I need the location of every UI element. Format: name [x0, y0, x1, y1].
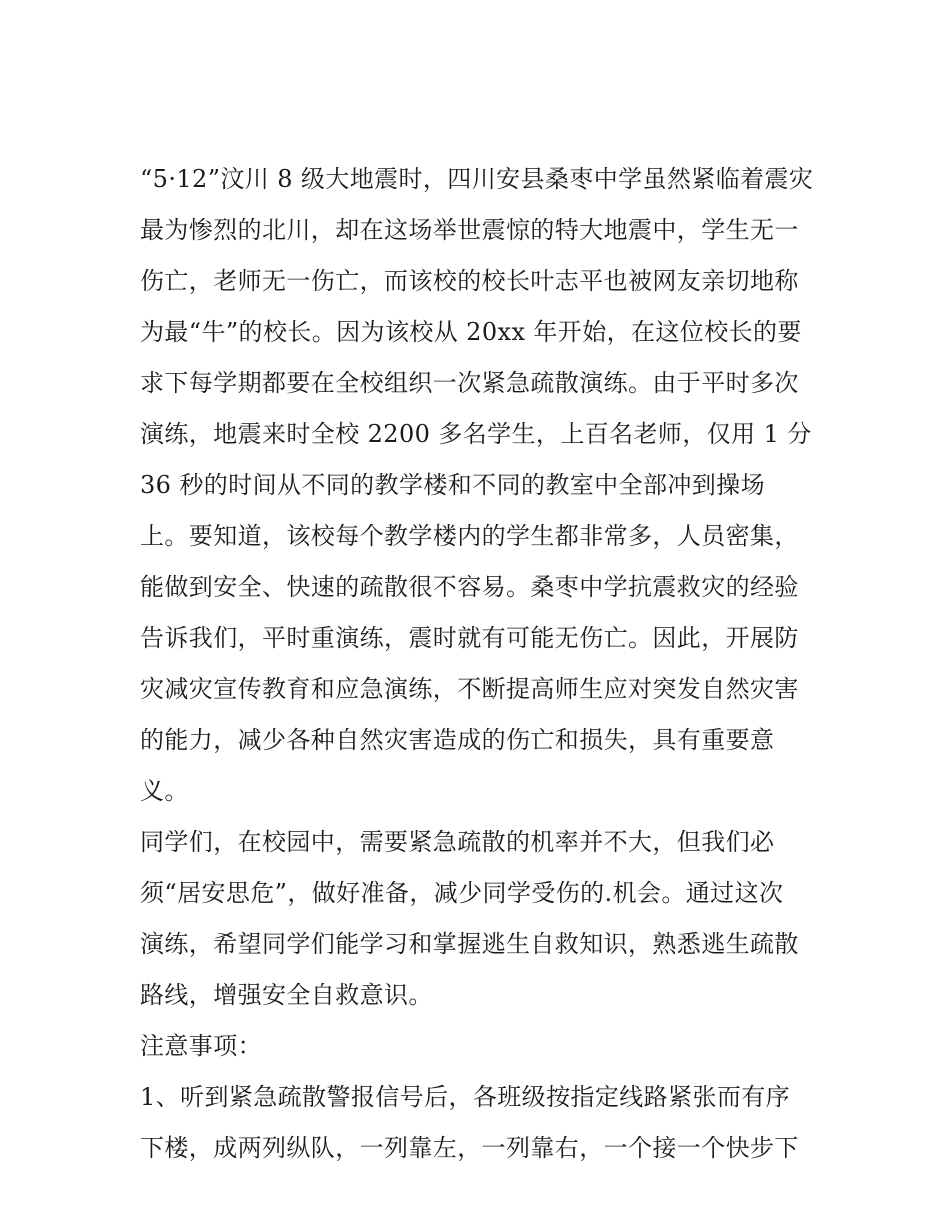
- text-line-content: “5·12”汶川 8 级大地震时，四川安县桑枣中学虽然紧临着震灾: [140, 165, 814, 193]
- text-line: [140, 358, 830, 409]
- text-line: [140, 868, 830, 919]
- text-line: [140, 409, 830, 460]
- text-line: [140, 1072, 830, 1123]
- text-line-content: 能做到安全、快速的疏散很不容易。桑枣中学抗震救灾的经验: [140, 573, 799, 601]
- text-line: [140, 256, 830, 307]
- text-line: [140, 664, 830, 715]
- text-line-content: 注意事项：: [140, 1032, 262, 1060]
- text-line-content: 的能力，减少各种自然灾害造成的伤亡和损失，具有重要意: [140, 726, 775, 754]
- section-heading: [140, 1021, 830, 1072]
- text-line-content: 1、听到紧急疏散警报信号后，各班级按指定线路紧张而有序: [140, 1083, 791, 1111]
- text-line: [140, 460, 830, 511]
- text-line-content: 36 秒的时间从不同的教学楼和不同的教室中全部冲到操场: [140, 471, 765, 499]
- text-line-content: 上。要知道，该校每个教学楼内的学生都非常多，人员密集，: [140, 522, 799, 550]
- text-line-content: 告诉我们，平时重演练，震时就有可能无伤亡。因此，开展防: [140, 624, 799, 652]
- text-line: [140, 613, 830, 664]
- text-line: [140, 715, 830, 766]
- text-line: [140, 562, 830, 613]
- text-line: [140, 817, 830, 868]
- text-line: [140, 766, 830, 817]
- text-line-content: 灾减灾宣传教育和应急演练，不断提高师生应对突发自然灾害: [140, 675, 799, 703]
- text-line-content: 同学们，在校园中，需要紧急疏散的机率并不大，但我们必: [140, 828, 775, 856]
- text-line: [140, 511, 830, 562]
- text-line: [140, 154, 830, 205]
- text-line-content: 义。: [140, 777, 189, 805]
- text-line: [140, 205, 830, 256]
- text-line-content: 演练，地震来时全校 2200 多名学生，上百名老师，仅用 1 分: [140, 420, 812, 448]
- text-line-content: 伤亡，老师无一伤亡，而该校的校长叶志平也被网友亲切地称: [140, 267, 799, 295]
- text-line-content: 下楼，成两列纵队，一列靠左，一列靠右，一个接一个快步下: [140, 1134, 799, 1162]
- text-line: [140, 919, 830, 970]
- text-line-content: 演练，希望同学们能学习和掌握逃生自救知识，熟悉逃生疏散: [140, 930, 799, 958]
- text-line-content: 为最“牛”的校长。因为该校从 20xx 年开始，在这位校长的要: [140, 318, 802, 346]
- text-line: [140, 970, 830, 1021]
- text-line: [140, 1123, 830, 1174]
- text-line-content: 求下每学期都要在全校组织一次紧急疏散演练。由于平时多次: [140, 369, 799, 397]
- text-line-content: 最为惨烈的北川，却在这场举世震惊的特大地震中，学生无一: [140, 216, 799, 244]
- text-line-content: 路线，增强安全自救意识。: [140, 981, 433, 1009]
- text-line-content: 须“居安思危”，做好准备，减少同学受伤的.机会。通过这次: [140, 879, 784, 907]
- text-line: [140, 307, 830, 358]
- document-body: [140, 154, 830, 1174]
